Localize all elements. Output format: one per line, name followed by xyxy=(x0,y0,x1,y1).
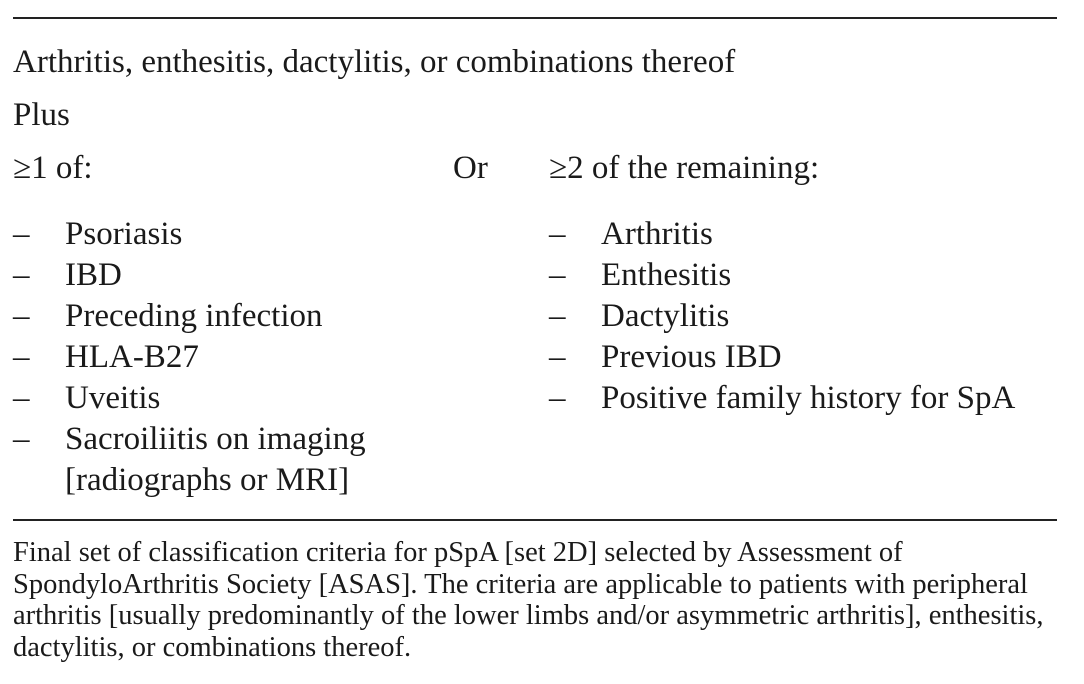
or-label: Or xyxy=(453,150,488,186)
list-item xyxy=(13,419,433,501)
dash-bullet: – xyxy=(549,216,566,252)
dash-bullet: – xyxy=(549,339,566,375)
table-footnote: Final set of classification criteria for pSpA [set 2D] selected by Assessment of SpondyloArthritis Society [ASAS]. The criteria are applicable to patients with peripheral arthritis [usually predominantly of the lower limbs and/or asymmetric arthritis], enthesitis, dactylitis, or combinations thereof. xyxy=(13,537,1044,663)
dash-bullet: – xyxy=(13,421,30,457)
dash-bullet: – xyxy=(549,298,566,334)
dash-bullet: – xyxy=(549,257,566,293)
list-item-label: Psoriasis xyxy=(65,216,183,252)
table-top-rule xyxy=(13,17,1057,19)
right-column-heading: ≥2 of the remaining: xyxy=(549,150,820,186)
list-item-label: Arthritis xyxy=(601,216,713,252)
table-bottom-rule xyxy=(13,519,1057,521)
list-item-label: Dactylitis xyxy=(601,298,730,334)
list-item xyxy=(13,296,433,337)
left-criteria-list xyxy=(13,214,433,501)
dash-bullet: – xyxy=(13,380,30,416)
dash-bullet: – xyxy=(13,257,30,293)
right-criteria-list xyxy=(549,214,1069,419)
plus-label: Plus xyxy=(13,97,70,133)
dash-bullet: – xyxy=(549,380,566,416)
list-item xyxy=(13,378,433,419)
dash-bullet: – xyxy=(13,298,30,334)
list-item xyxy=(13,214,433,255)
list-item xyxy=(549,378,1069,419)
list-item xyxy=(549,337,1069,378)
list-item xyxy=(549,214,1069,255)
dash-bullet: – xyxy=(13,216,30,252)
entry-criterion: Arthritis, enthesitis, dactylitis, or combinations thereof xyxy=(13,44,736,80)
list-item-label: Previous IBD xyxy=(601,339,782,375)
left-column-heading: ≥1 of: xyxy=(13,150,93,186)
list-item-label: HLA-B27 xyxy=(65,339,199,375)
list-item-label: IBD xyxy=(65,257,122,293)
list-item xyxy=(549,296,1069,337)
list-item xyxy=(549,255,1069,296)
list-item-label: Enthesitis xyxy=(601,257,732,293)
dash-bullet: – xyxy=(13,339,30,375)
list-item-label: Positive family history for SpA xyxy=(601,380,1016,416)
list-item-label: Uveitis xyxy=(65,380,161,416)
list-item-label: Sacroiliitis on imaging [radiographs or MRI] xyxy=(65,421,366,498)
list-item-label: Preceding infection xyxy=(65,298,323,334)
list-item xyxy=(13,337,433,378)
list-item xyxy=(13,255,433,296)
